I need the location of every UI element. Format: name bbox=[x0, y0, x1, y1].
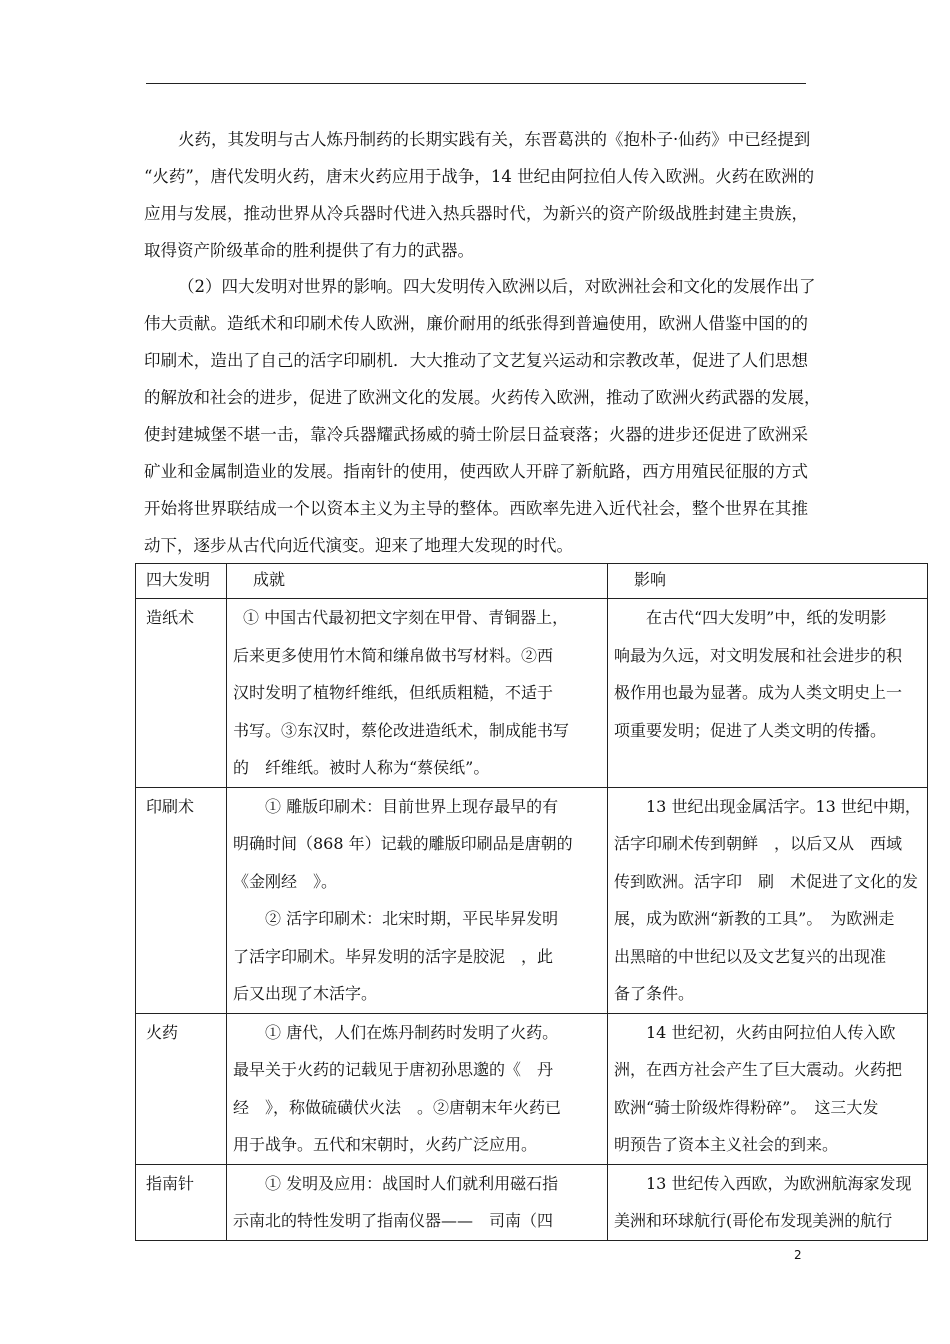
cell-line: 极作用也最为显著。成为人类文明史上一 bbox=[614, 683, 903, 702]
cell-line: 书写。③东汉时，蔡伦改进造纸术，制成能书写 bbox=[233, 720, 570, 740]
page-number: 2 bbox=[794, 1248, 802, 1262]
cell-line: 最早关于火药的记载见于唐初孙思邈的《 丹 bbox=[233, 1060, 554, 1079]
text-line: 伟大贡献。造纸术和印刷术传人欧洲，廉价耐用的纸张得到普遍使用，欧洲人借鉴中国的的 bbox=[144, 314, 808, 333]
cell-line: 出黑暗的中世纪以及文艺复兴的出现准 bbox=[614, 946, 887, 966]
inventions-table bbox=[135, 563, 928, 1241]
cell-line: 响最为久远，对文明发展和社会进步的积 bbox=[614, 645, 903, 665]
table-row bbox=[136, 787, 928, 1013]
table-row bbox=[136, 1164, 928, 1240]
cell-line: ② 活字印刷术：北宋时期，平民毕昇发明 bbox=[265, 909, 559, 928]
paragraph-gunpowder bbox=[144, 121, 815, 269]
text-line: 矿业和金属制造业的发展。指南针的使用，使西欧人开辟了新航路，西方用殖民征服的方式 bbox=[144, 462, 808, 481]
text-line: 的解放和社会的进步，促进了欧洲文化的发展。火药传入欧洲，推动了欧洲火药武器的发展， bbox=[144, 388, 821, 407]
text-line: （2）四大发明对世界的影响。四大发明传入欧洲以后，对欧洲社会和文化的发展作出了 bbox=[178, 277, 816, 296]
achievement-cell bbox=[227, 1013, 608, 1164]
cell-line: 备了条件。 bbox=[614, 984, 695, 1003]
impact-cell bbox=[608, 1164, 928, 1240]
cell-line: 13 世纪出现金属活字。13 世纪中期， bbox=[646, 796, 921, 816]
cell-line: 13 世纪传入西欧，为欧洲航海家发现 bbox=[646, 1173, 912, 1193]
invention-name: 火药 bbox=[136, 1013, 227, 1164]
cell-line: 明确时间（868 年）记载的雕版印刷品是唐朝的 bbox=[233, 834, 573, 853]
header-achievement: 成就 bbox=[227, 564, 608, 599]
text-line: 火药，其发明与古人炼丹制药的长期实践有关，东晋葛洪的《抱朴子·仙药》中已经提到 bbox=[178, 130, 811, 149]
cell-line: 示南北的特性发明了指南仪器—— 司南（四 bbox=[233, 1211, 554, 1230]
cell-line: 14 世纪初，火药由阿拉伯人传入欧 bbox=[646, 1022, 896, 1042]
table-row bbox=[136, 1013, 928, 1164]
invention-name: 印刷术 bbox=[136, 787, 227, 1013]
cell-line: 展，成为欧洲“新教的工具”。 为欧洲走 bbox=[614, 909, 895, 928]
cell-line: 经 》，称做硫磺伏火法 。②唐朝末年火药已 bbox=[233, 1097, 562, 1117]
cell-line: 的 纤维纸。被时人称为“蔡侯纸”。 bbox=[233, 758, 490, 777]
cell-line: 洲，在西方社会产生了巨大震动。火药把 bbox=[614, 1060, 903, 1079]
invention-name: 造纸术 bbox=[136, 599, 227, 788]
text-line: 使封建城堡不堪一击，靠冷兵器耀武扬威的骑士阶层日益衰落；火器的进步还促进了欧洲采 bbox=[144, 425, 808, 444]
cell-line: 项重要发明；促进了人类文明的传播。 bbox=[614, 720, 887, 740]
table-header-row bbox=[136, 564, 928, 599]
cell-line: 传到欧洲。活字印 刷 术促进了文化的发 bbox=[614, 871, 919, 891]
cell-line: 明预告了资本主义社会的到来。 bbox=[614, 1135, 839, 1154]
cell-line: 了活字印刷术。毕昇发明的活字是胶泥 ，此 bbox=[233, 946, 554, 966]
cell-line: 用于战争。五代和宋朝时，火药广泛应用。 bbox=[233, 1135, 538, 1154]
text-line: 动下，逐步从古代向近代演变。迎来了地理大发现的时代。 bbox=[144, 536, 573, 555]
achievement-cell bbox=[227, 787, 608, 1013]
header-invention: 四大发明 bbox=[136, 564, 227, 599]
header-rule bbox=[146, 83, 806, 84]
invention-name: 指南针 bbox=[136, 1164, 227, 1240]
paragraph-world-impact bbox=[144, 268, 821, 564]
cell-line: 后又出现了木活字。 bbox=[233, 984, 378, 1003]
text-line: “火药”，唐代发明火药，唐末火药应用于战争，14 世纪由阿拉伯人传入欧洲。火药在欧洲的 bbox=[144, 167, 815, 186]
impact-cell bbox=[608, 1013, 928, 1164]
achievement-cell bbox=[227, 1164, 608, 1240]
text-line: 应用与发展，推动世界从冷兵器时代进入热兵器时代，为新兴的资产阶级战胜封建主贵族， bbox=[144, 204, 808, 223]
cell-line: 后来更多使用竹木简和缣帛做书写材料。②西 bbox=[233, 645, 554, 665]
text-line: 印刷术，造出了自己的活字印刷机．大大推动了文艺复兴运动和宗教改革，促进了人们思想 bbox=[144, 351, 808, 370]
cell-line: ① 雕版印刷术：目前世界上现存最早的有 bbox=[265, 796, 559, 816]
cell-line: 美洲和环球航行(哥伦布发现美洲的航行 bbox=[614, 1211, 893, 1230]
cell-line: 欧洲“骑士阶级炸得粉碎”。 这三大发 bbox=[614, 1097, 879, 1117]
cell-line: 《金刚经 》。 bbox=[233, 871, 338, 891]
text-line: 开始将世界联结成一个以资本主义为主导的整体。西欧率先进入近代社会，整个世界在其推 bbox=[144, 499, 808, 518]
impact-cell bbox=[608, 599, 928, 788]
header-impact: 影响 bbox=[608, 564, 928, 599]
achievement-cell bbox=[227, 599, 608, 788]
cell-line: ① 发明及应用：战国时人们就利用磁石指 bbox=[265, 1173, 559, 1193]
impact-cell bbox=[608, 787, 928, 1013]
cell-line: ① 中国古代最初把文字刻在甲骨、青铜器上， bbox=[243, 608, 569, 627]
cell-line: 汉时发明了植物纤维纸，但纸质粗糙，不适于 bbox=[233, 683, 554, 702]
table-row bbox=[136, 599, 928, 788]
cell-line: ① 唐代，人们在炼丹制药时发明了火药。 bbox=[265, 1022, 559, 1042]
text-line: 取得资产阶级革命的胜利提供了有力的武器。 bbox=[144, 241, 474, 260]
cell-line: 在古代“四大发明”中，纸的发明影 bbox=[646, 608, 887, 627]
cell-line: 活字印刷术传到朝鲜 ，以后又从 西域 bbox=[614, 834, 903, 853]
